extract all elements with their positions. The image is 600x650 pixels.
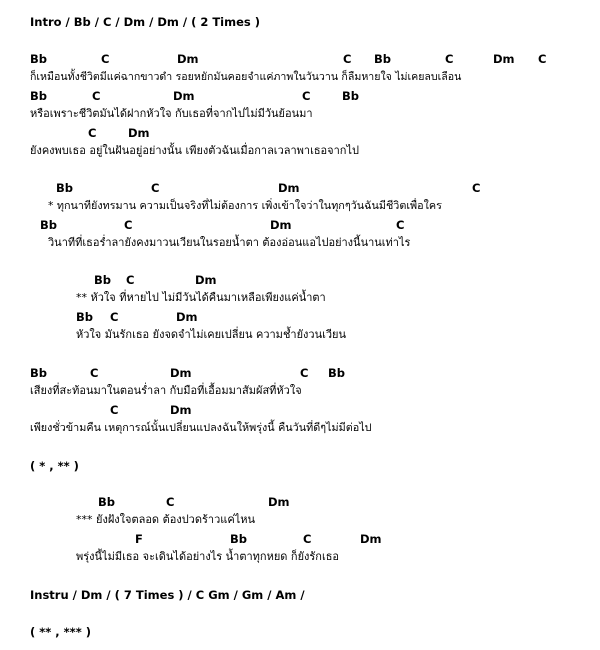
- lyric-line: วินาทีที่เธอร่ำลายังคงมาวนเวียนในรอยน้ำตา ต้องอ่อนแอไปอย่างนี้นานเท่าไร: [48, 236, 411, 249]
- lyric-line: * ทุกนาทียังทรมาน ความเป็นจริงที่ไม่ต้องการ เพิ่งเข้าใจว่าในทุกๆวันฉันมีชีวิตเพื่อใคร: [48, 199, 442, 212]
- repeat-marker: ( * , ** ): [30, 459, 79, 473]
- chord: C: [110, 310, 119, 324]
- chord: Bb: [76, 310, 93, 324]
- chord: C: [445, 52, 454, 66]
- lyric-line: หัวใจ มันรักเธอ ยังจดจำไม่เคยเปลี่ยน ความช้ำยังวนเวียน: [76, 328, 346, 341]
- chord: Bb: [94, 273, 111, 287]
- lyric-line: ยังคงพบเธอ อยู่ในฝันอยู่อย่างนั้น เพียงตัวฉันเมื่อกาลเวลาพาเธอจากไป: [30, 144, 359, 157]
- chord: Bb: [230, 532, 247, 546]
- lyric-line: เสียงที่สะท้อนมาในตอนร่ำลา กับมือที่เอื้อมมาสัมผัสที่หัวใจ: [30, 384, 302, 397]
- chord: Bb: [98, 495, 115, 509]
- chord: Dm: [177, 52, 199, 66]
- chord: Dm: [173, 89, 195, 103]
- chord: F: [135, 532, 143, 546]
- lyric-line: ** หัวใจ ที่หายไป ไม่มีวันได้คืนมาเหลือเพียงแค่น้ำตา: [76, 291, 326, 304]
- chord: C: [396, 218, 405, 232]
- chord: C: [151, 181, 160, 195]
- chord: C: [302, 89, 311, 103]
- lyric-line: หรือเพราะชีวิตมันได้ฝากหัวใจ กับเธอที่จากไปไม่มีวันย้อนมา: [30, 107, 313, 120]
- chord: C: [126, 273, 135, 287]
- chord: Dm: [195, 273, 217, 287]
- chord: C: [303, 532, 312, 546]
- chord: Bb: [56, 181, 73, 195]
- chord: Dm: [176, 310, 198, 324]
- lyric-line: พรุ่งนี้ไม่มีเธอ จะเดินได้อย่างไร น้ำตาทุกหยด ก็ยังรักเธอ: [76, 550, 340, 563]
- lyric-line: *** ยังฝังใจตลอด ต้องปวดร้าวแค่ไหน: [76, 513, 256, 526]
- chord: Bb: [40, 218, 57, 232]
- chord: Dm: [270, 218, 292, 232]
- intro-line: Intro / Bb / C / Dm / Dm / ( 2 Times ): [30, 15, 261, 29]
- chord: Bb: [328, 366, 345, 380]
- chord: Dm: [360, 532, 382, 546]
- repeat-marker: ( ** , *** ): [30, 625, 91, 639]
- chord: C: [90, 366, 99, 380]
- chord: C: [110, 403, 119, 417]
- chord: Bb: [374, 52, 391, 66]
- chord: C: [538, 52, 547, 66]
- chord: C: [300, 366, 309, 380]
- chord: C: [124, 218, 133, 232]
- instru-line: Instru / Dm / ( 7 Times ) / C Gm / Gm / Am /: [30, 588, 305, 602]
- chord: C: [92, 89, 101, 103]
- chord: C: [472, 181, 481, 195]
- lyric-line: ก็เหมือนทั้งชีวิตมีแค่ฉากขาวดำ รอยหยักมันคอยจำแค่ภาพในวันวาน ก็ลืมหายใจ ไม่เคยลบเลือน: [30, 71, 462, 83]
- chord: Bb: [342, 89, 359, 103]
- chord: Bb: [30, 52, 47, 66]
- chord: C: [88, 126, 97, 140]
- lyric-line: เพียงชั่วข้ามคืน เหตุการณ์นั้นเปลี่ยนแปลงฉันให้พรุ่งนี้ คืนวันที่ดีๆไม่มีต่อไป: [30, 421, 372, 434]
- chord: Dm: [493, 52, 515, 66]
- chord: Dm: [170, 366, 192, 380]
- chord: C: [101, 52, 110, 66]
- chord: Dm: [268, 495, 290, 509]
- chord: Dm: [128, 126, 150, 140]
- chord: C: [166, 495, 175, 509]
- chord: Bb: [30, 366, 47, 380]
- chord: Dm: [170, 403, 192, 417]
- chord: Dm: [278, 181, 300, 195]
- chord: C: [343, 52, 352, 66]
- chord: Bb: [30, 89, 47, 103]
